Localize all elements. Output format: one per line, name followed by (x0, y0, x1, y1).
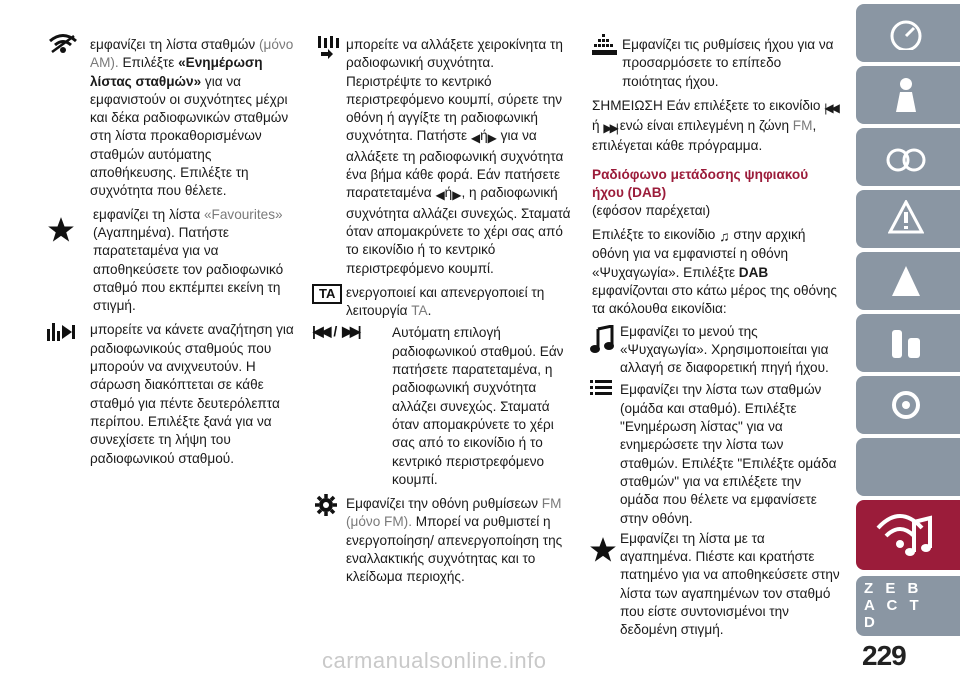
chapter-tab-warning[interactable] (856, 190, 960, 248)
chapter-tab-index[interactable] (856, 576, 960, 636)
seek-up-icon: ▶▶| (342, 323, 359, 340)
scan-text: μπορείτε να κάνετε αναζήτηση για ραδιοφωνικούς σταθμούς που μπορούν να ανιχνευτούν. Η σάρωση διακόπτεται σε κάθε σταθμό για πέντε δευτερόλεπτα περίπου. Επιλέξτε ξανά για να συνεχίσετε τη λήψη του ραδιοφωνικού σταθμού. (90, 322, 294, 466)
chapter-tab-dashboard[interactable] (856, 4, 960, 62)
chapter-tab-starting[interactable] (856, 128, 960, 186)
ta-text: ενεργοποιεί και απενεργοποιεί τη λειτουργία TA. (346, 284, 545, 319)
watermark-text: carmanualsonline.info (322, 648, 547, 673)
scan-icon (46, 319, 76, 348)
chapter-tab-multimedia[interactable] (856, 500, 960, 570)
star-icon (588, 536, 618, 569)
sound-settings-text: Εμφανίζει τις ρυθμίσεις ήχου για να προσαρμόσετε το επίπεδο ποιότητας ήχου. (622, 37, 834, 89)
chapter-tab-maintenance[interactable] (856, 314, 960, 372)
seek-text: Αυτόματη επιλογή ραδιοφωνικού σταθμού. Εάν πατήσετε παρατεταμένα, η ραδιοφωνική συχνότητα αλλάζει συνεχώς. Σταματά όταν απομακρύνετε το χέρι σας από το εικονίδιο ή το κεντρικό περιστρεφόμενο κουμπί. (392, 325, 564, 487)
music-note-icon (590, 325, 616, 360)
chapter-tabs (856, 0, 960, 640)
tune-icon (316, 34, 342, 65)
dab-favourites-text: Εμφανίζει τη λίστα με τα αγαπημένα. Πιέστε και κρατήστε πατημένο για να αποθηκεύσετε στην λίστα των αγαπημένων τον σταθμό που είστε συντονισμένοι την δεδομένη στιγμή. (620, 530, 840, 638)
tune-down-icon: ◀ (435, 188, 445, 203)
favourites-text: εμφανίζει τη λίστα «Favourites» (Αγαπημένα). Πατήστε παρατεταμένα για να αποθηκεύσετε τον ραδιοφωνικό σταθμό που εκπέμπει εκείνη τη στιγμή. (93, 206, 284, 314)
seek-down-icon: |◀◀ (824, 100, 837, 115)
am-list-text: εμφανίζει τη λίστα σταθμών (μόνο AM). Επιλέξτε «Ενημέρωση λίστας σταθμών» για να εμφανιστούν οι συχνότητες μέχρι και δέκα ραδιοφωνικών σταθμών στη λίστα προκαθορισμένων σταθμών αυτόματης αποθήκευσης. Επιλέξτε τη συχνότητα που θέλετε. (90, 37, 294, 199)
column-1 (90, 36, 300, 468)
column-2 (312, 36, 572, 587)
fm-settings-text: Εμφανίζει την οθόνη ρυθμίσεων FM (μόνο FM). Μπορεί να ρυθμιστεί η ενεργοποίηση/ απενεργοποίηση της εναλλακτικής συχνότητας και το κλείδωμα περιοχής. (346, 496, 563, 585)
chapter-tab-technical[interactable] (856, 376, 960, 434)
list-icon (590, 379, 612, 402)
column-3 (592, 36, 840, 640)
seek-down-icon: |◀◀ (312, 323, 329, 340)
music-note-icon: ♫ (719, 228, 730, 245)
chapter-tab-safety[interactable] (856, 66, 960, 124)
station-list-text: Εμφανίζει την λίστα των σταθμών (ομάδα και σταθμό). Επιλέξτε "Ενημέρωση λίστας" για να ενημερώσετε την λίστα των σταθμών. Επιλέξτε "Επιλέξτε ομάδα σταθμών" για να επιλέξετε την ομάδα που θέλετε να εμφανίσετε στην οθόνη. (620, 382, 837, 526)
manual-tune-text: μπορείτε να αλλάξετε χειροκίνητα τη ραδιοφωνική συχνότητα. Περιστρέψτε το κεντρικό περιστρεφόμενο κουμπί, σύρετε την οθόνη ή αγγίξτε τη ραδιοφωνική συχνότητα. Πατήστε ◀ή▶ για να αλλάξετε τη ραδιοφωνική συχνότητα ένα βήμα κάθε φορά. Εάν πατήσετε παρατεταμένα ◀ή▶, η ραδιοφωνική συχνότητα αλλάζει συνεχώς. Σταματά όταν απομακρύνετε το χέρι σας από το εικονίδιο ή το κεντρικό περιστρεφόμενο κουμπί. (346, 37, 571, 276)
chapter-tab-emergency[interactable] (856, 252, 960, 310)
note-text: ΣΗΜΕΙΩΣΗ Εάν επιλέξετε το εικονίδιο |◀◀ ή ▶▶| ενώ είναι επιλεγμένη η ζώνη FM, επιλέγεται κάθε πρόγραμμα. (592, 97, 837, 154)
gear-icon (314, 493, 338, 522)
ta-icon: TA (312, 284, 342, 304)
dab-heading: Ραδιόφωνο μετάδοσης ψηφιακού ήχου (DAB) (592, 166, 809, 200)
seek-icon: |◀◀ / ▶▶| (312, 323, 359, 340)
seek-up-icon: ▶▶| (603, 121, 616, 136)
sound-settings-icon (592, 32, 618, 63)
tune-up-icon: ▶ (487, 131, 497, 146)
dab-intro-text: Επιλέξτε το εικονίδιο ♫ στην αρχική οθόνη για να εμφανιστεί η οθόνη «Ψυχαγωγία». Επιλέξτε DAB εμφανίζονται στο κάτω μέρος της οθόνης τα ακόλουθα εικονίδια: (592, 227, 837, 317)
star-icon (46, 216, 76, 249)
wifi-signal-icon (48, 32, 78, 59)
entertainment-menu-text: Εμφανίζει το μενού της «Ψυχαγωγία». Χρησιμοποιείται για αλλαγή σε διαφορετική πηγή ήχου. (620, 323, 829, 376)
tune-up-icon: ▶ (452, 188, 462, 203)
dab-subheading: (εφόσον παρέχεται) (592, 202, 711, 218)
chapter-tab-extra[interactable] (856, 438, 960, 496)
index-letters: Z E B A C T D (864, 580, 923, 631)
tune-down-icon: ◀ (470, 131, 481, 146)
page-number: 229 (862, 640, 906, 671)
